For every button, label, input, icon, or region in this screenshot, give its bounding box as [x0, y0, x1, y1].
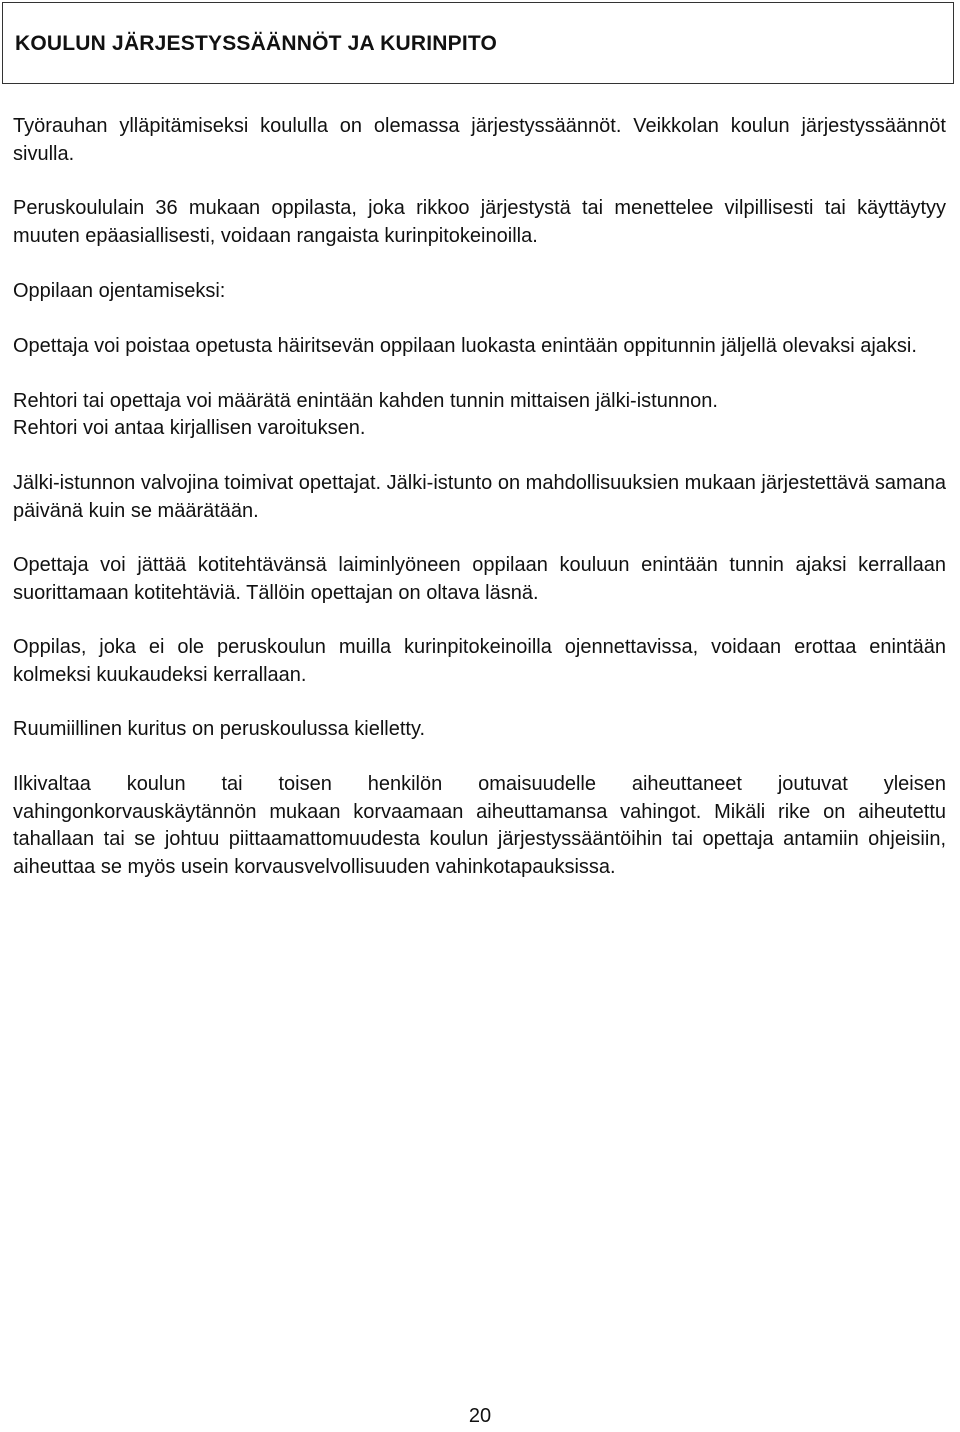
title-box — [2, 2, 954, 84]
page-title: KOULUN JÄRJESTYSSÄÄNNÖT JA KURINPITO — [15, 32, 498, 55]
paragraph-heading-ojentaminen: Oppilaan ojentamiseksi: — [13, 280, 226, 302]
paragraph-corporal: Ruumiillinen kuritus on peruskoulussa kielletty. — [13, 718, 426, 740]
paragraph-homework: Opettaja voi jättää kotitehtävänsä laiminlyöneen oppilaan kouluun enintään tunnin ajaksi kerrallaan suorittamaan kotitehtäviä. Tällöin opettajan on oltava läsnä. — [13, 554, 946, 604]
page-number: 20 — [468, 1405, 492, 1427]
paragraph-detention: Rehtori tai opettaja voi määrätä enintään kahden tunnin mittaisen jälki-istunnon. — [13, 390, 718, 412]
paragraph-vandalism: Ilkivaltaa koulun tai toisen henkilön omaisuudelle aiheuttaneet joutuvat yleisen vahingonkorvauskäytännön mukaan korvaamaan aiheuttamansa vahingot. Mikäli rike on aiheutettu tahallaan tai se johtuu piittaamattomuudesta koulun järjestyssääntöihin tai opettaja antamiin ohjeisiin, aiheuttaa se myös usein korvausvelvollisuuden vahinkotapauksissa. — [13, 773, 946, 878]
paragraph-removal: Opettaja voi poistaa opetusta häiritsevän oppilaan luokasta enintään oppitunnin jäljellä olevaksi ajaksi. — [13, 335, 917, 357]
paragraph-supervisors: Jälki-istunnon valvojina toimivat opettajat. Jälki-istunto on mahdollisuuksien mukaan järjestettävä samana päivänä kuin se määrätään. — [13, 472, 946, 522]
paragraph-warning: Rehtori voi antaa kirjallisen varoituksen. — [13, 417, 366, 439]
paragraph-intro: Työrauhan ylläpitämiseksi koululla on olemassa järjestyssäännöt. Veikkolan koulun järjestyssäännöt sivulla. — [13, 115, 946, 165]
paragraph-expulsion: Oppilas, joka ei ole peruskoulun muilla kurinpitokeinoilla ojennettavissa, voidaan erottaa enintään kolmeksi kuukaudeksi kerrallaan. — [13, 636, 946, 686]
paragraph-law: Peruskoululain 36 mukaan oppilasta, joka rikkoo järjestystä tai menettelee vilpillisesti tai käyttäytyy muuten epäasiallisesti, voidaan rangaista kurinpitokeinoilla. — [13, 197, 946, 247]
